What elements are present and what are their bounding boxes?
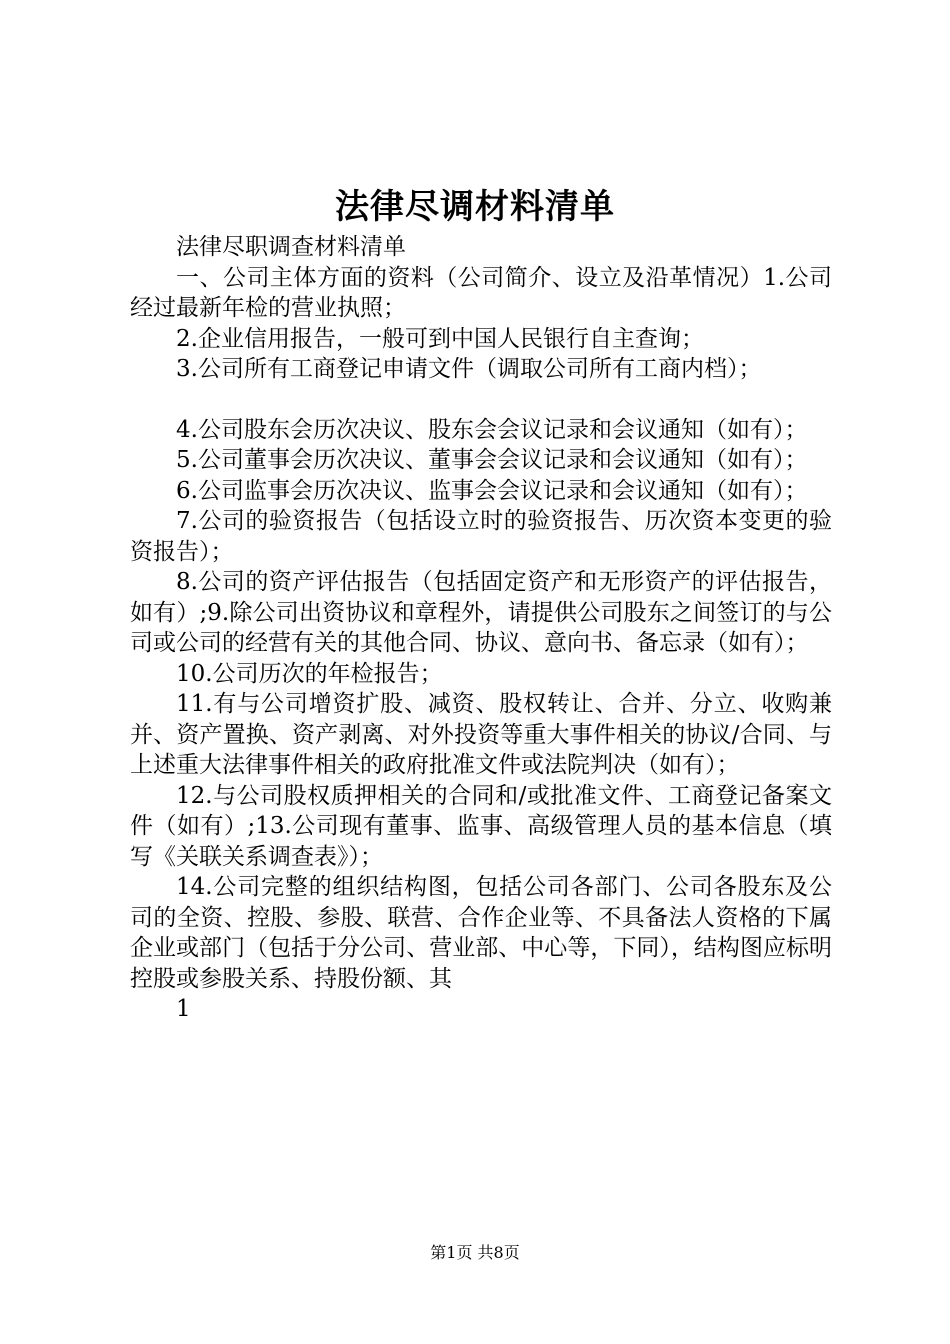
item-14-paragraph: 14.公司完整的组织结构图，包括公司各部门、公司各股东及公司的全资、控股、参股、联营、合作企业等、不具备法人资格的下属企业或部门（包括于分公司、营业部、中心等，下同），结构图应标明控股或参股关系、持股份额、其: [130, 874, 832, 992]
item-4-paragraph: 4.公司股东会历次决议、股东会会议记录和会议通知（如有）；: [176, 416, 808, 443]
item-2-paragraph: 2.企业信用报告，一般可到中国人民银行自主查询；: [176, 325, 704, 352]
item-11-paragraph: 11.有与公司增资扩股、减资、股权转让、合并、分立、收购兼并、资产置换、资产剥离、对外投资等重大事件相关的协议/合同、与上述重大法律事件相关的政府批准文件或法院判决（如有）；: [130, 691, 832, 778]
item-10-paragraph: 10.公司历次的年检报告；: [176, 660, 443, 687]
item-6-paragraph: 6.公司监事会历次决议、监事会会议记录和会议通知（如有）；: [176, 477, 808, 504]
subtitle-paragraph: 法律尽职调查材料清单: [176, 234, 406, 260]
document-body: [130, 232, 832, 1025]
inline-page-number: 1: [176, 996, 191, 1022]
item-3-paragraph: 3.公司所有工商登记申请文件（调取公司所有工商内档）；: [176, 356, 762, 382]
section-one-paragraph: 一、公司主体方面的资料（公司简介、设立及沿革情况）1.公司经过最新年检的营业执照；: [130, 264, 832, 321]
document-title: 法律尽调材料清单: [335, 187, 615, 227]
page-footer: 第1页 共8页: [430, 1243, 520, 1262]
item-5-paragraph: 5.公司董事会历次决议、董事会会议记录和会议通知（如有）；: [176, 447, 808, 473]
item-7-paragraph: 7.公司的验资报告（包括设立时的验资报告、历次资本变更的验资报告）；: [130, 508, 832, 565]
item-12-13-paragraph: 12.与公司股权质押相关的合同和/或批准文件、工商登记备案文件（如有）;13.公司现有董事、监事、高级管理人员的基本信息（填写《关联关系调查表》）；: [130, 782, 832, 870]
item-8-9-paragraph: 8.公司的资产评估报告（包括固定资产和无形资产的评估报告，如有）;9.除公司出资协议和章程外，请提供公司股东之间签订的与公司或公司的经营有关的其他合同、协议、意向书、备忘录（如有）；: [130, 569, 832, 656]
